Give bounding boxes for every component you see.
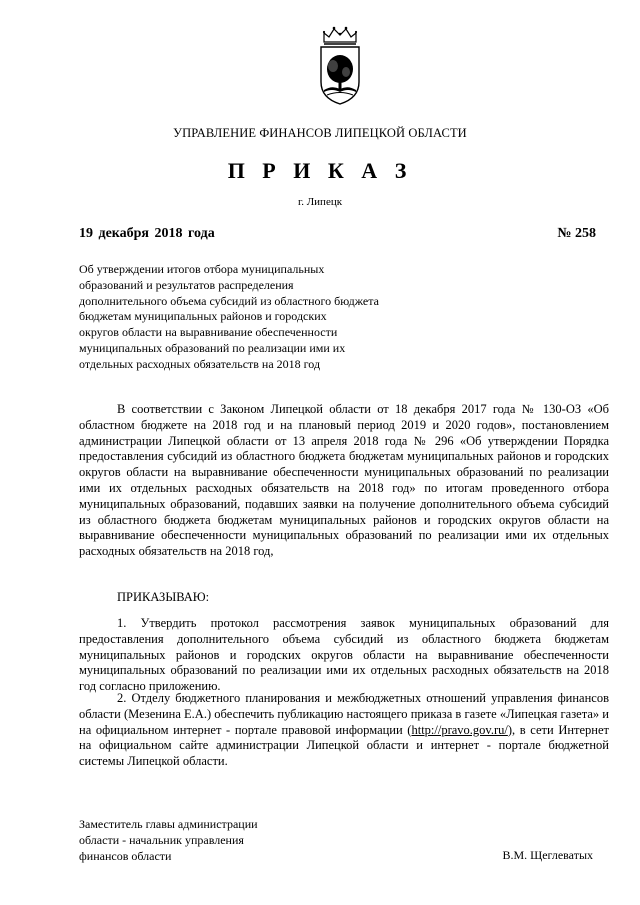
subject-line: образований и результатов распределения <box>79 277 294 292</box>
subject-line: отдельных расходных обязательств на 2018 год <box>79 356 321 371</box>
subject-line: Об утверждении итогов отбора муниципальных <box>79 262 325 276</box>
position-line: Заместитель главы администрации <box>79 817 258 831</box>
pravo-gov-link[interactable]: http://pravo.gov.ru/ <box>411 722 508 737</box>
order-word: ПРИКАЗЫВАЮ: <box>117 590 210 604</box>
signatory-name: В.М. Щеглеватых <box>502 848 593 862</box>
item-2-text-before: 2. Отделу бюджетного планирования и межбюджетных отношений управления финансов области (Мезенина Е.А.) обеспечить публикацию настоящего приказа в газете «Липецкая газета» и на официальном интернет - портале правовой информации ( <box>79 691 609 737</box>
position-line: области - начальник управления <box>79 833 244 847</box>
coat-of-arms-icon <box>315 24 365 106</box>
item-2-text <box>79 691 609 770</box>
item-1-text: 1. Утвердить протокол рассмотрения заявок муниципальных образований для предоставления дополнительного объема субсидий из областного бюджета бюджетам муниципальных районов и городских округов области на выравнивание обеспеченности муниципальных образований по реализации ими их отдельных расходных обязательств на 2018 год согласно приложению. <box>79 616 609 694</box>
preamble-text: В соответствии с Законом Липецкой области от 18 декабря 2017 года № 130-ОЗ «Об областном бюджете на 2018 год и на плановый период 2019 и 2020 годов», постановлением администрации Липецкой области от 13 апреля 2018 года № 296 «Об утверждении Порядка предоставления субсидий из областного бюджета бюджетам муниципальных районов и городских округов области на выравнивание обеспеченности муниципальных образований по реализации ими их отдельных расходных обязательств на 2018 год» по итогам проведенного отбора муниципальных образований, подавших заявки на получение дополнительного объема субсидий из областного бюджета бюджетам муниципальных районов и городских округов области на выравнивание обеспеченности муниципальных образований по реализации ими их отдельных расходных обязательств на 2018 год, <box>79 402 609 559</box>
document-subject <box>79 262 439 373</box>
preamble-paragraph <box>79 402 609 560</box>
item-2-paragraph <box>79 691 609 770</box>
subject-line: округов области на выравнивание обеспеченности <box>79 325 338 340</box>
item-2-text-after: ), в сети Интернет на официальном сайте администрации Липецкой области и интернет - портале бюджетной системы Липецкой области. <box>79 722 609 769</box>
document-title: П Р И К А З <box>227 158 413 183</box>
organization-name: УПРАВЛЕНИЕ ФИНАНСОВ ЛИПЕЦКОЙ ОБЛАСТИ <box>173 126 467 140</box>
subject-line: бюджетам муниципальных районов и городских <box>79 309 327 324</box>
city-name: г. Липецк <box>297 196 343 208</box>
document-number: № 258 <box>557 226 596 241</box>
subject-line: муниципальных образований по реализации ими их <box>79 340 346 355</box>
signatory-position <box>79 816 258 864</box>
document-date: 19 декабря 2018 года <box>79 226 215 241</box>
subject-line: дополнительного объема субсидий из областного бюджета <box>79 293 379 308</box>
position-line: финансов области <box>79 849 172 863</box>
item-1-paragraph <box>79 616 609 695</box>
